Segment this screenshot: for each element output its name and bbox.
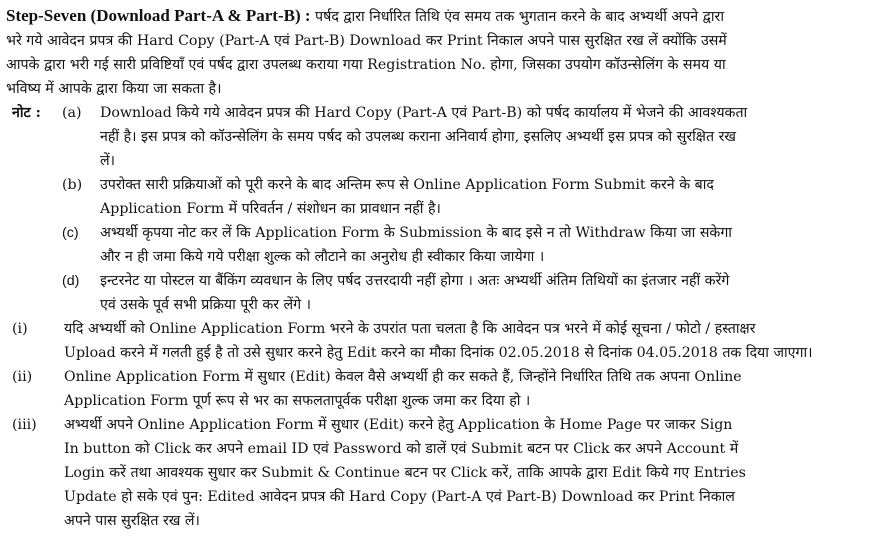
roman-iii-line-3: Login करें तथा आवश्यक सुधार कर Submit & Continue बटन पर Click करें, ताकि आपके द्वारा Edit किये गए Entries — [64, 465, 746, 481]
note-marker-a: (a) — [62, 105, 82, 121]
roman-ii-line-2: Application Form पूर्ण रूप से भर का सफलतापूर्वक परीक्षा शुल्क जमा कर दिया हो । — [64, 393, 531, 409]
roman-marker-iii: (iii) — [12, 417, 37, 433]
roman-marker-i: (i) — [12, 321, 28, 337]
note-a-line-2: नहीं है। इस प्रपत्र को कॉउन्सेलिंग के समय पर्षद को उपलब्ध कराना अनिवार्य होगा, इसलिए अभ्यर्थी इस प्रपत्र को सुरक्षित रख — [100, 129, 736, 145]
note-item-a — [6, 101, 880, 173]
note-marker-b: (b) — [62, 177, 83, 193]
step-line-1 — [6, 4, 880, 29]
roman-i-line-2: Upload करने में गलती हुई है तो उसे सुधार करने हेतु Edit करने का मौका दिनांक 02.05.2018 से दिनांक 04.05.2018 तक दिया जाएगा। — [64, 345, 813, 361]
roman-item-i — [6, 317, 880, 365]
step-title: Step-Seven (Download Part-A & Part-B) : — [6, 6, 311, 25]
note-item-b — [6, 173, 880, 221]
note-item-d — [6, 269, 880, 317]
roman-iii-line-5: अपने पास सुरक्षित रख लें। — [64, 513, 200, 529]
step-line-3: आपके द्वारा भरी गई सारी प्रविष्टियाँ एवं पर्षद द्वारा उपलब्ध कराया गया Registration No. होगा, जिसका उपयोग कॉउन्सेलिंग के समय या — [6, 57, 726, 73]
roman-i-line-1: यदि अभ्यर्थी को Online Application Form भरने के उपरांत पता चलता है कि आवेदन पत्र भरने में कोई सूचना / फोटो / हस्ताक्षर — [64, 321, 756, 337]
note-a-line-1: Download किये गये आवेदन प्रपत्र की Hard Copy (Part-A एवं Part-B) को पर्षद कार्यालय में भेजने की आवश्यकता — [100, 105, 748, 121]
roman-iii-line-2: In button को Click कर अपने email ID एवं Password को डालें एवं Submit बटन पर Click कर अपने Account में — [64, 441, 739, 457]
note-marker-c: (c) — [62, 225, 79, 241]
note-c-line-1: अभ्यर्थी कृपया नोट कर लें कि Application Form के Submission के बाद इसे न तो Withdraw किया जा सकेगा — [100, 225, 732, 241]
note-b-line-2: Application Form में परिवर्तन / संशोधन का प्रावधान नहीं है। — [100, 201, 441, 217]
note-d-line-2: एवं उसके पूर्व सभी प्रक्रिया पूरी कर लेंगे । — [100, 297, 312, 313]
note-d-line-1: इन्टरनेट या पोस्टल या बैंकिंग व्यवधान के लिए पर्षद उत्तरदायी नहीं होगा । अतः अभ्यर्थी अंतिम तिथियों का इंतजार नहीं करेंगे — [100, 273, 730, 289]
note-a-line-3: लें। — [100, 153, 115, 169]
note-b-line-1: उपरोक्त सारी प्रक्रियाओं को पूरी करने के बाद अन्तिम रूप से Online Application Form Submit करने के बाद — [100, 177, 714, 193]
note-marker-d: (d) — [62, 273, 80, 289]
note-c-line-2: और न ही जमा किये गये परीक्षा शुल्क को लौटाने का अनुरोध ही स्वीकार किया जायेगा । — [100, 249, 545, 265]
roman-iii-line-4: Update हो सके एवं पुन: Edited आवेदन प्रपत्र की Hard Copy (Part-A एवं Part-B) Download कर Print निकाल — [64, 489, 735, 505]
roman-item-ii — [6, 365, 880, 413]
roman-item-iii — [6, 413, 880, 533]
step-line-4: भविष्य में आपके द्वारा किया जा सकता है। — [6, 81, 222, 97]
note-item-c — [6, 221, 880, 269]
roman-iii-line-1: अभ्यर्थी अपने Online Application Form में सुधार (Edit) करने हेतु Application के Home Page पर जाकर Sign — [64, 417, 733, 433]
roman-ii-line-1: Online Application Form में सुधार (Edit) केवल वैसे अभ्यर्थी ही कर सकते हैं, जिन्होंने निर्धारित तिथि तक अपना Online — [64, 369, 742, 385]
note-label: नोट : — [12, 105, 41, 121]
roman-marker-ii: (ii) — [12, 369, 33, 385]
step-line-2: भरे गये आवेदन प्रपत्र की Hard Copy (Part-A एवं Part-B) Download कर Print निकाल अपने पास सुरक्षित रख लें क्योंकि उसमें — [6, 33, 727, 49]
step-text-1: पर्षद द्वारा निर्धारित तिथि एंव समय तक भुगतान करने के बाद अभ्यर्थी अपने द्वारा — [310, 9, 724, 25]
